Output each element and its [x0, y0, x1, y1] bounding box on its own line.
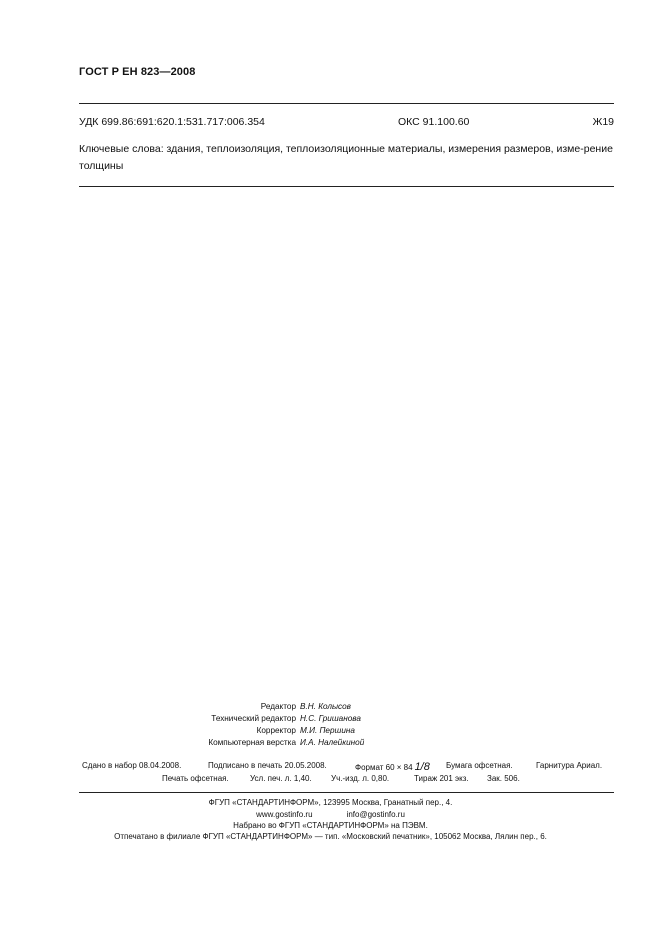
print-run: Тираж 201 экз.: [414, 774, 469, 783]
publisher-email: info@gostinfo.ru: [346, 810, 405, 819]
print-order: Зак. 506.: [487, 774, 520, 783]
keywords: Ключевые слова: здания, теплоизоляция, теплоизоляционные материалы, измерения размеров, изме-рение толщины: [79, 143, 613, 172]
oks-code: ОКС 91.100.60: [398, 116, 470, 128]
print-paper: Бумага офсетная.: [446, 761, 513, 770]
publisher-contacts: [0, 810, 661, 819]
group-code: Ж19: [592, 116, 614, 128]
publisher-typeset: Набрано во ФГУП «СТАНДАРТИНФОРМ» на ПЭВМ.: [233, 821, 428, 830]
staff-tech-editor-name: Н.С. Гришанова: [300, 714, 361, 723]
staff-editor-name: В.Н. Колысов: [300, 702, 351, 711]
print-signed-date: Подписано в печать 20.05.2008.: [208, 761, 327, 770]
divider: [79, 186, 614, 187]
staff-layout-name: И.А. Налейкиной: [300, 738, 365, 747]
divider: [79, 103, 614, 104]
print-set-date: Сдано в набор 08.04.2008.: [82, 761, 182, 770]
divider: [79, 792, 614, 793]
staff-proofreader-name: М.И. Першина: [300, 726, 355, 735]
publisher-printed: Отпечатано в филиале ФГУП «СТАНДАРТИНФОРМ» — тип. «Московский печатник», 105062 Москва, Лялин пер., 6.: [114, 832, 547, 841]
document-code: ГОСТ Р ЕН 823—2008: [79, 66, 196, 78]
staff-editor-label: Редактор: [260, 702, 296, 711]
print-edition-sheets: Уч.-изд. л. 0,80.: [331, 774, 390, 783]
print-sheets: Усл. печ. л. 1,40.: [250, 774, 312, 783]
staff-proofreader-label: Корректор: [256, 726, 296, 735]
print-format: Формат 60 × 84 1/8: [355, 761, 430, 773]
format-fraction: 1/8: [414, 761, 430, 773]
staff-tech-editor-label: Технический редактор: [211, 714, 296, 723]
udk-code: УДК 699.86:691:620.1:531.717:006.354: [79, 116, 265, 128]
print-method: Печать офсетная.: [162, 774, 229, 783]
staff-layout-label: Компьютерная верстка: [208, 738, 296, 747]
publisher-site: www.gostinfo.ru: [256, 810, 313, 819]
print-typeface: Гарнитура Ариал.: [536, 761, 603, 770]
publisher-address: ФГУП «СТАНДАРТИНФОРМ», 123995 Москва, Гранатный пер., 4.: [208, 798, 453, 807]
